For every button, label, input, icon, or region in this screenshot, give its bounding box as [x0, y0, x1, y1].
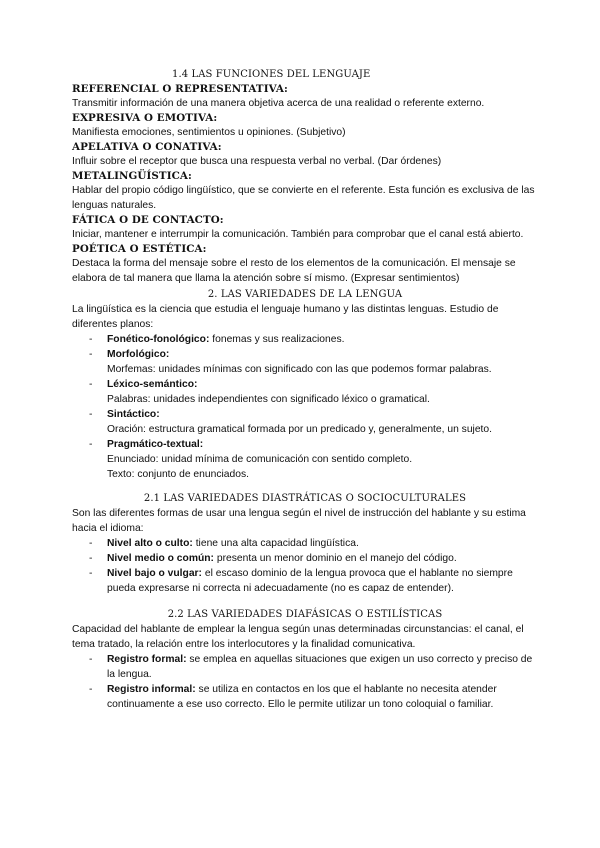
item-text: se utiliza en contactos en los que el hablante no necesita atender continuamente a ese uso correcto. Ello le permite utilizar un tono coloquial o familiar.: [107, 684, 497, 710]
item-label: Nivel medio o común:: [107, 553, 214, 564]
list-dash: -: [89, 684, 93, 695]
item-text: fonemas y sus realizaciones.: [209, 334, 345, 345]
section-intro: Capacidad del hablante de emplear la lengua según unas determinadas circunstancias: el canal, el tema tratado, la relación entre los interlocutores y la finalidad comunicativa.: [72, 624, 524, 650]
section-intro: La lingüística es la ciencia que estudia el lenguaje humano y las distintas lenguas. Estudio de diferentes planos:: [72, 304, 499, 330]
list-dash: -: [89, 654, 93, 665]
item-label: Nivel bajo o vulgar:: [107, 568, 202, 579]
section-intro: Son las diferentes formas de usar una lengua según el nivel de instrucción del hablante y su estima hacia el idioma:: [72, 508, 526, 534]
item-text: se emplea en aquellas situaciones que exigen un uso correcto y preciso de la lengua.: [107, 654, 533, 680]
item-label: Léxico-semántico:: [107, 379, 198, 390]
planes-list: [72, 332, 538, 482]
list-dash: -: [89, 334, 93, 345]
item-text: presenta un menor dominio en el manejo del código.: [214, 553, 457, 564]
function-text: Destaca la forma del mensaje sobre el resto de los elementos de la comunicación. El mensaje se elabora de tal manera que llama la atención sobre sí mismo. (Expresar sentimientos): [72, 258, 516, 284]
item-subtext: Palabras: unidades independientes con significado léxico o gramatical.: [107, 394, 430, 405]
section-title-varieties: 2. LAS VARIEDADES DE LA LENGUA: [207, 289, 403, 300]
function-heading: APELATIVA O CONATIVA:: [72, 141, 222, 153]
list-item: [72, 332, 538, 347]
item-label: Nivel alto o culto:: [107, 538, 193, 549]
item-subtext: Enunciado: unidad mínima de comunicación con sentido completo.: [107, 454, 413, 465]
section-title-functions: 1.4 LAS FUNCIONES DEL LENGUAJE: [172, 69, 371, 80]
function-heading: EXPRESIVA O EMOTIVA:: [72, 112, 218, 124]
function-block: [72, 82, 538, 111]
function-heading: REFERENCIAL O REPRESENTATIVA:: [72, 83, 288, 95]
function-block: [72, 111, 538, 140]
list-item: [72, 536, 538, 551]
function-text: Influir sobre el receptor que busca una respuesta verbal no verbal. (Dar órdenes): [72, 156, 442, 167]
registers-list: [72, 652, 538, 712]
item-label: Fonético-fonológico:: [107, 334, 210, 345]
item-label: Registro formal:: [107, 654, 187, 665]
list-dash: -: [89, 409, 93, 420]
item-label: Sintáctico:: [107, 409, 160, 420]
function-block: [72, 242, 538, 286]
item-subtext: Oración: estructura gramatical formada por un predicado y, generalmente, un sujeto.: [107, 424, 493, 435]
function-block: [72, 140, 538, 169]
function-block: [72, 213, 538, 242]
function-text: Transmitir información de una manera objetiva acerca de una realidad o referente externo.: [72, 98, 485, 109]
function-heading: METALINGÜÍSTICA:: [72, 170, 192, 182]
item-label: Registro informal:: [107, 684, 196, 695]
list-dash: -: [89, 349, 93, 360]
item-subtext: Texto: conjunto de enunciados.: [107, 469, 249, 480]
section-title-diaphasic: 2.2 LAS VARIEDADES DIAFÁSICAS O ESTILÍSTICAS: [167, 609, 443, 620]
list-item: [72, 551, 538, 566]
function-text: Iniciar, mantener e interrumpir la comunicación. También para comprobar que el canal está abierto.: [72, 229, 524, 240]
function-heading: FÁTICA O DE CONTACTO:: [72, 214, 224, 226]
list-item: [72, 377, 538, 407]
item-text: el escaso dominio de la lengua provoca que el hablante no siempre pueda expresarse ni correcta ni adecuadamente (no es capaz de entender).: [107, 568, 513, 594]
levels-list: [72, 536, 538, 596]
list-dash: -: [89, 568, 93, 579]
list-dash: -: [89, 538, 93, 549]
list-item: [72, 347, 538, 377]
item-label: Morfológico:: [107, 349, 170, 360]
function-block: [72, 169, 538, 213]
list-item: [72, 437, 538, 482]
item-subtext: Morfemas: unidades mínimas con significado con las que podemos formar palabras.: [107, 364, 492, 375]
item-text: tiene una alta capacidad lingüística.: [192, 538, 359, 549]
list-item: [72, 407, 538, 437]
function-text: Hablar del propio código lingüístico, que se convierte en el referente. Esta función es exclusiva de las lenguas naturales.: [72, 185, 535, 211]
item-label: Pragmático-textual:: [107, 439, 204, 450]
list-dash: -: [89, 553, 93, 564]
document-page: [72, 68, 538, 712]
list-dash: -: [89, 379, 93, 390]
function-text: Manifiesta emociones, sentimientos u opiniones. (Subjetivo): [72, 127, 346, 138]
list-dash: -: [89, 439, 93, 450]
list-item: [72, 652, 538, 682]
function-heading: POÉTICA O ESTÉTICA:: [72, 243, 207, 255]
list-item: [72, 682, 538, 712]
list-item: [72, 566, 538, 596]
section-title-diastratic: 2.1 LAS VARIEDADES DIASTRÁTICAS O SOCIOCULTURALES: [143, 493, 467, 504]
